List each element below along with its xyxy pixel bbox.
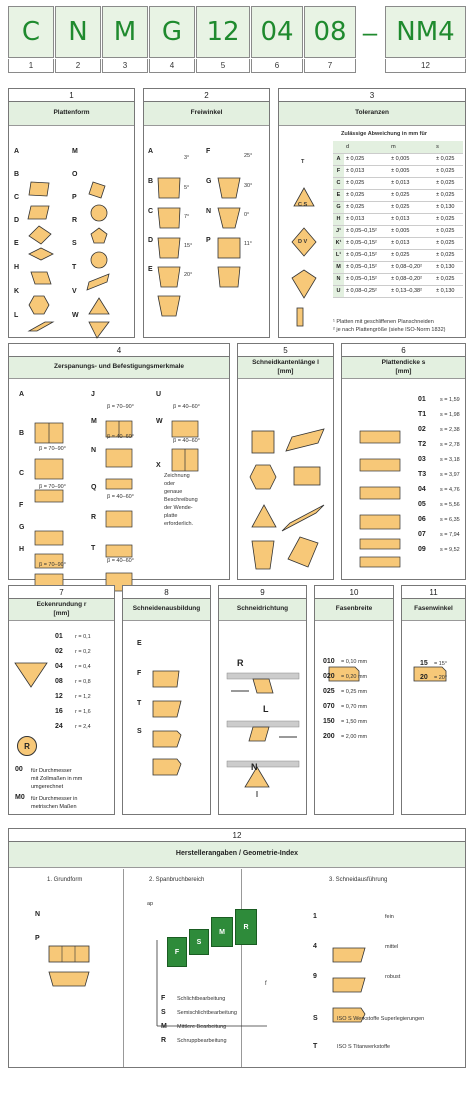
x-note: Zeichnung oder genaue Beschreibung der Wende- platte erforderlich. bbox=[164, 473, 198, 527]
code-pos: 12 bbox=[385, 59, 466, 73]
radius-value: r = 0,8 bbox=[75, 679, 91, 685]
feature-label: H bbox=[19, 546, 25, 553]
section-title: Fasenbreite bbox=[315, 599, 393, 621]
code-letter-12: NM4 bbox=[385, 6, 466, 58]
material-code: T bbox=[313, 1043, 318, 1050]
section-plattendicke bbox=[341, 343, 466, 580]
edge-code: 1 bbox=[313, 913, 317, 920]
shape-label: V bbox=[72, 288, 77, 295]
thickness-diagrams bbox=[342, 379, 412, 616]
edge-text: fein bbox=[385, 914, 394, 920]
chamfer-code: 010 bbox=[323, 658, 335, 665]
basic-shape-label: N bbox=[35, 911, 41, 918]
feature-label: Q bbox=[91, 484, 97, 491]
chamfer-angle-value: = 20° bbox=[434, 675, 448, 681]
feature-label: B bbox=[19, 430, 25, 437]
edge-text: mittel bbox=[385, 944, 399, 950]
thickness-code: T1 bbox=[418, 411, 427, 418]
code-pos: 4 bbox=[149, 59, 195, 73]
shape-label: H bbox=[14, 264, 20, 271]
edge-code: 4 bbox=[313, 943, 317, 950]
code-pos: 1 bbox=[8, 59, 54, 73]
radius-code: 16 bbox=[55, 708, 63, 715]
radius-code: 24 bbox=[55, 723, 63, 730]
section-number: 6 bbox=[342, 344, 465, 357]
angle-value: 0° bbox=[244, 212, 250, 218]
angle-label: D bbox=[148, 237, 154, 244]
chamfer-width-diagram bbox=[315, 621, 395, 691]
section-number: 3 bbox=[279, 89, 465, 102]
thickness-code: 06 bbox=[418, 516, 426, 523]
thickness-value: s = 1,98 bbox=[440, 412, 460, 418]
chamfer-value: = 2,00 mm bbox=[341, 734, 368, 740]
radius-value: r = 0,2 bbox=[75, 649, 91, 655]
footnote: ¹ Platten mit geschliffenen Planschneiden bbox=[333, 319, 434, 325]
section-title: Fasenwinkel bbox=[402, 599, 465, 621]
section-herstellerangaben bbox=[8, 828, 466, 1068]
thickness-value: s = 3,18 bbox=[440, 457, 460, 463]
radius-code: 00 bbox=[15, 766, 23, 773]
section-number: 8 bbox=[123, 586, 210, 599]
cutting-direction-diagrams bbox=[219, 621, 308, 851]
shape-label: S bbox=[72, 240, 77, 247]
table-row: C ± 0,025 ± 0,013 ± 0,025 bbox=[333, 177, 463, 189]
thickness-value: s = 6,35 bbox=[440, 517, 460, 523]
tol-col: m bbox=[389, 141, 434, 153]
code-pos: 6 bbox=[251, 59, 303, 73]
section-title: Zerspanungs- und Befestigungsmerkmale bbox=[9, 357, 229, 379]
section-number: 9 bbox=[219, 586, 306, 599]
section-title: Plattenform bbox=[9, 102, 134, 126]
angle-value: 25° bbox=[244, 153, 253, 159]
feature-label: N bbox=[91, 447, 97, 454]
direction-label: R bbox=[237, 658, 244, 668]
chamfer-value: = 0,10 mm bbox=[341, 659, 368, 665]
code-pos: 7 bbox=[304, 59, 356, 73]
table-row: L¹ ± 0,05–0,15² ± 0,025 ± 0,025 bbox=[333, 249, 463, 261]
radius-note: für Durchmesser mit Zollmaßen in mm umgerechnet bbox=[31, 768, 83, 790]
thickness-value: s = 3,97 bbox=[440, 472, 460, 478]
footnote: ² je nach Plattengröße (siehe ISO-Norm 1832) bbox=[333, 327, 446, 333]
code-pos: 3 bbox=[102, 59, 148, 73]
section-schneidenausbildung bbox=[122, 585, 211, 815]
section-fasenbreite bbox=[314, 585, 394, 815]
chamfer-value: = 0,20 mm bbox=[341, 674, 368, 680]
chamfer-angle-code: 20 bbox=[420, 674, 428, 681]
angle-label: G bbox=[206, 178, 212, 185]
section-title: Schneidkantenlänge l [mm] bbox=[238, 357, 333, 379]
shape-label: K bbox=[14, 288, 20, 295]
column-title: 2. Spanbruchbereich bbox=[149, 877, 205, 883]
chamfer-code: 070 bbox=[323, 703, 335, 710]
angle-label: B bbox=[148, 178, 154, 185]
section-title: Schneidenausbildung bbox=[123, 599, 210, 621]
table-row: N ± 0,05–0,15² ± 0,08–0,20² ± 0,025 bbox=[333, 273, 463, 285]
tol-col: d bbox=[344, 141, 389, 153]
angle-value: 3° bbox=[184, 155, 190, 161]
table-row: M ± 0,05–0,15² ± 0,08–0,20² ± 0,130 bbox=[333, 261, 463, 273]
beta-angle: β = 40–60° bbox=[107, 494, 134, 500]
shape-label: W bbox=[72, 312, 79, 319]
angle-label: C bbox=[148, 208, 154, 215]
legend-text: Schlichtbearbeitung bbox=[177, 996, 226, 1002]
section-zerspanungsmerkmale bbox=[8, 343, 230, 580]
corner-radius-diagram bbox=[9, 621, 59, 711]
angle-label: A bbox=[148, 148, 154, 155]
chipbreaker-block: R bbox=[235, 909, 257, 945]
section-fasenwinkel bbox=[401, 585, 466, 815]
code-letter-7: 08 bbox=[304, 6, 356, 58]
section-number: 5 bbox=[238, 344, 333, 357]
shape-label: D bbox=[14, 217, 20, 224]
chamfer-code: 020 bbox=[323, 673, 335, 680]
section-toleranzen bbox=[278, 88, 466, 338]
shape-label: M bbox=[72, 148, 78, 155]
section-title: Toleranzen bbox=[279, 102, 465, 126]
code-letter-1: C bbox=[8, 6, 54, 58]
thickness-code: 09 bbox=[418, 546, 426, 553]
beta-angle: β = 70–90° bbox=[39, 484, 66, 490]
angle-value: 30° bbox=[244, 183, 253, 189]
code-dash: – bbox=[362, 16, 378, 47]
chamfer-value: = 0,70 mm bbox=[341, 704, 368, 710]
beta-angle: β = 70–90° bbox=[107, 404, 134, 410]
section-title: Freiwinkel bbox=[144, 102, 269, 126]
radius-value: r = 0,1 bbox=[75, 634, 91, 640]
section-number: 11 bbox=[402, 586, 465, 599]
radius-value: r = 2,4 bbox=[75, 724, 91, 730]
table-row: E ± 0,025 ± 0,025 ± 0,025 bbox=[333, 189, 463, 201]
edge-type-label: S bbox=[137, 728, 142, 735]
basic-shape-label: P bbox=[35, 935, 40, 942]
section-schneidrichtung bbox=[218, 585, 307, 815]
thickness-code: 07 bbox=[418, 531, 426, 538]
chart-y-label: ap bbox=[147, 901, 154, 907]
material-text: ISO S Titanwerkstoffe bbox=[337, 1044, 391, 1050]
tolerance-shape-label: D V bbox=[298, 239, 308, 245]
chamfer-code: 200 bbox=[323, 733, 335, 740]
legend-text: Schruppbearbeitung bbox=[177, 1038, 227, 1044]
thickness-code: 03 bbox=[418, 456, 426, 463]
chipbreaker-block: F bbox=[167, 937, 187, 967]
legend-text: Semischlichtbearbeitung bbox=[177, 1010, 237, 1016]
section-schneidkantenlaenge bbox=[237, 343, 334, 580]
shape-label: B bbox=[14, 171, 20, 178]
section-number: 12 bbox=[9, 829, 465, 842]
thickness-value: s = 1,59 bbox=[440, 397, 460, 403]
insert-shape-diagrams bbox=[9, 126, 136, 376]
material-code: S bbox=[313, 1015, 318, 1022]
chamfer-value: = 1,50 mm bbox=[341, 719, 368, 725]
chamfer-code: 150 bbox=[323, 718, 335, 725]
angle-value: 7° bbox=[184, 214, 190, 220]
thickness-value: s = 2,38 bbox=[440, 427, 460, 433]
chamfer-angle-code: 15 bbox=[420, 660, 428, 667]
beta-angle: β = 40–60° bbox=[173, 438, 200, 444]
feature-label: X bbox=[156, 462, 161, 469]
section-title: Plattendicke s [mm] bbox=[342, 357, 465, 379]
table-row: F ± 0,013 ± 0,005 ± 0,025 bbox=[333, 165, 463, 177]
thickness-value: s = 9,52 bbox=[440, 547, 460, 553]
code-pos: 5 bbox=[196, 59, 250, 73]
feature-label: R bbox=[91, 514, 97, 521]
shape-label: C bbox=[14, 194, 20, 201]
angle-label: N bbox=[206, 208, 212, 215]
chipbreaker-block: M bbox=[211, 917, 233, 947]
thickness-value: s = 5,56 bbox=[440, 502, 460, 508]
feature-label: C bbox=[19, 470, 25, 477]
radius-value: r = 0,4 bbox=[75, 664, 91, 670]
angle-label: F bbox=[206, 148, 211, 155]
thickness-code: 05 bbox=[418, 501, 426, 508]
chipbreaker-block: S bbox=[189, 929, 209, 955]
radius-value: r = 1,2 bbox=[75, 694, 91, 700]
angle-value: 11° bbox=[244, 241, 252, 247]
feature-label: T bbox=[91, 545, 96, 552]
legend-text: Mittlere Bearbeitung bbox=[177, 1024, 227, 1030]
table-row: G ± 0,025 ± 0,025 ± 0,130 bbox=[333, 201, 463, 213]
shape-label: R bbox=[72, 217, 78, 224]
edge-type-label: T bbox=[137, 700, 142, 707]
shape-label: P bbox=[72, 194, 77, 201]
shape-label: A bbox=[14, 148, 20, 155]
radius-note: für Durchmesser in metrischen Maßen bbox=[31, 796, 78, 810]
edge-code: 9 bbox=[313, 973, 317, 980]
thickness-value: s = 4,76 bbox=[440, 487, 460, 493]
edge-type-label: E bbox=[137, 640, 142, 647]
thickness-code: 01 bbox=[418, 396, 426, 403]
feature-label: W bbox=[156, 418, 163, 425]
code-letter-3: M bbox=[102, 6, 148, 58]
table-row: H ± 0,013 ± 0,013 ± 0,025 bbox=[333, 213, 463, 225]
column-title: 1. Grundform bbox=[47, 877, 83, 883]
thickness-code: T3 bbox=[418, 471, 427, 478]
thickness-value: s = 7,94 bbox=[440, 532, 460, 538]
column-title: 3. Schneidausführung bbox=[329, 877, 388, 883]
code-letter-5: 12 bbox=[196, 6, 250, 58]
tol-col: s bbox=[434, 141, 463, 153]
beta-angle: β = 70–90° bbox=[39, 562, 66, 568]
section-freiwinkel bbox=[143, 88, 270, 338]
thickness-code: 02 bbox=[418, 426, 426, 433]
code-letter-4: G bbox=[149, 6, 195, 58]
radius-code: 04 bbox=[55, 663, 63, 670]
radius-code: 12 bbox=[55, 693, 63, 700]
table-row: U ± 0,08–0,25² ± 0,13–0,38² ± 0,130 bbox=[333, 285, 463, 297]
angle-value: 5° bbox=[184, 185, 190, 191]
section-number: 1 bbox=[9, 89, 134, 102]
chamfer-code: 025 bbox=[323, 688, 335, 695]
shape-label: E bbox=[14, 240, 19, 247]
code-pos: 2 bbox=[55, 59, 101, 73]
beta-angle: β = 70–90° bbox=[39, 446, 66, 452]
chart-x-label: f bbox=[265, 981, 267, 987]
thickness-value: s = 2,78 bbox=[440, 442, 460, 448]
legend-key: S bbox=[161, 1009, 166, 1016]
angle-label: P bbox=[206, 237, 211, 244]
tolerance-shape-label: C S bbox=[298, 202, 308, 208]
angle-value: 20° bbox=[184, 272, 193, 278]
legend-key: F bbox=[161, 995, 166, 1002]
radius-code: 01 bbox=[55, 633, 63, 640]
edge-length-diagrams bbox=[238, 379, 335, 616]
radius-code: 08 bbox=[55, 678, 63, 685]
feature-label: M bbox=[91, 418, 97, 425]
section-number: 10 bbox=[315, 586, 393, 599]
section-eckenrundung bbox=[8, 585, 115, 815]
chamfer-angle-value: = 15° bbox=[434, 661, 448, 667]
direction-label: L bbox=[263, 704, 269, 714]
edge-execution-diagrams bbox=[9, 868, 467, 1108]
edge-text: robust bbox=[385, 974, 401, 980]
section-number: 7 bbox=[9, 586, 114, 599]
shape-label: T bbox=[72, 264, 77, 271]
feature-label: U bbox=[156, 391, 162, 398]
beta-angle: β = 40–60° bbox=[107, 434, 134, 440]
section-number: 2 bbox=[144, 89, 269, 102]
tolerance-shape-diagrams bbox=[279, 126, 339, 336]
section-title: Schneidrichtung bbox=[219, 599, 306, 621]
round-insert-icon: R bbox=[17, 736, 37, 756]
section-title: Herstellerangaben / Geometrie-Index bbox=[9, 842, 465, 868]
shape-label: O bbox=[72, 171, 78, 178]
section-title: Eckenrundung r [mm] bbox=[9, 599, 114, 621]
beta-angle: β = 40–60° bbox=[173, 404, 200, 410]
angle-value: 15° bbox=[184, 243, 193, 249]
radius-code: 02 bbox=[55, 648, 63, 655]
code-letter-6: 04 bbox=[251, 6, 303, 58]
shape-label: L bbox=[14, 312, 19, 319]
feature-label: A bbox=[19, 391, 25, 398]
feature-label: J bbox=[91, 391, 95, 398]
tolerance-shape-label: T bbox=[301, 159, 305, 165]
table-row: J¹ ± 0,05–0,15² ± 0,005 ± 0,025 bbox=[333, 225, 463, 237]
material-text: ISO S Werkstoffe Superlegierungen bbox=[337, 1016, 425, 1022]
radius-value: r = 1,6 bbox=[75, 709, 91, 715]
chamfer-value: = 0,25 mm bbox=[341, 689, 368, 695]
edge-preparation-diagrams bbox=[123, 621, 212, 851]
section-plattenform bbox=[8, 88, 135, 338]
table-row: A ± 0,025 ± 0,005 ± 0,025 bbox=[333, 153, 463, 165]
tolerance-subtitle: Zulässige Abweichung in mm für bbox=[341, 131, 427, 137]
direction-label: N bbox=[251, 762, 258, 772]
code-letter-2: N bbox=[55, 6, 101, 58]
legend-key: R bbox=[161, 1037, 167, 1044]
tolerance-table bbox=[333, 141, 463, 298]
feature-label: F bbox=[19, 502, 24, 509]
feature-label: G bbox=[19, 524, 25, 531]
section-number: 4 bbox=[9, 344, 229, 357]
radius-code: M0 bbox=[15, 794, 25, 801]
thickness-code: 04 bbox=[418, 486, 426, 493]
angle-label: E bbox=[148, 266, 153, 273]
edge-type-label: F bbox=[137, 670, 142, 677]
beta-angle: β = 40–60° bbox=[107, 558, 134, 564]
clearance-angle-diagrams bbox=[144, 126, 271, 376]
thickness-code: T2 bbox=[418, 441, 427, 448]
table-row: K¹ ± 0,05–0,15² ± 0,013 ± 0,025 bbox=[333, 237, 463, 249]
legend-key: M bbox=[161, 1023, 167, 1030]
